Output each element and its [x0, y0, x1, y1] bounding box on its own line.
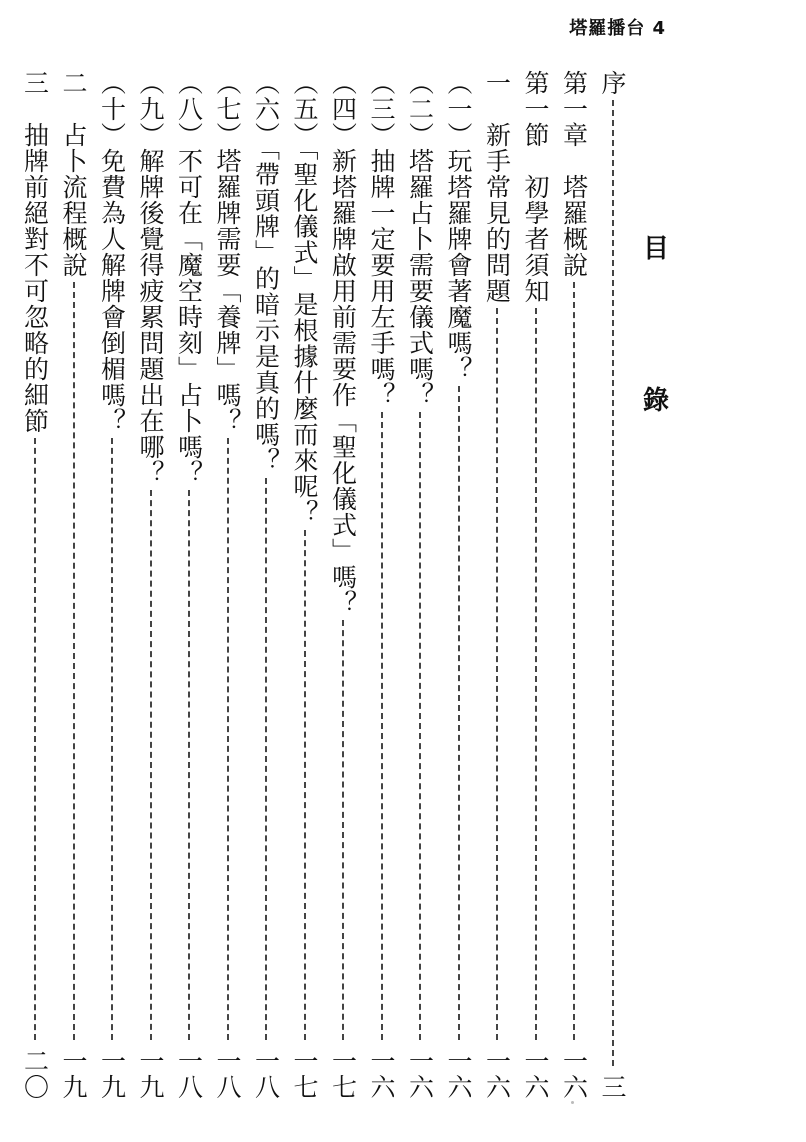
toc-entry-title: （六）「帶頭牌」的暗示是真的嗎？ — [251, 70, 281, 474]
toc-entry[interactable] — [56, 70, 91, 1100]
toc-entry[interactable] — [287, 70, 322, 1100]
toc-title-first-char: 目 — [642, 234, 669, 264]
toc-entry[interactable] — [210, 70, 245, 1100]
dotted-leader — [150, 490, 152, 1040]
toc-entry-page: 一八 — [213, 1048, 242, 1100]
toc-entry-page: 一七 — [290, 1048, 319, 1100]
toc-entry-title: （十）免費為人解牌會倒楣嗎？ — [97, 70, 127, 434]
toc-entry-title: （八）不可在「魔空時刻」占卜嗎？ — [174, 70, 204, 486]
toc-entry[interactable] — [441, 70, 476, 1100]
toc-entry[interactable] — [518, 70, 553, 1100]
toc-entry-title: 第一節 初學者須知 — [521, 70, 550, 304]
table-of-contents — [10, 70, 630, 1100]
toc-entry-page: 三 — [598, 1074, 627, 1100]
toc-entry-page: 一六 — [482, 1048, 512, 1100]
toc-entry[interactable] — [18, 70, 53, 1100]
toc-entry-title: （一）玩塔羅牌會著魔嗎？ — [444, 70, 473, 382]
dotted-leader — [381, 412, 383, 1040]
dotted-leader — [342, 620, 344, 1040]
toc-entry-page: 一八 — [174, 1048, 204, 1100]
toc-entry-title: （五）「聖化儀式」是根據什麼而來呢？ — [290, 70, 319, 526]
dotted-leader — [73, 282, 75, 1040]
dotted-leader — [535, 308, 537, 1040]
dotted-leader — [458, 386, 460, 1040]
toc-entry[interactable] — [95, 70, 130, 1100]
running-head: 塔羅播台 4 — [569, 18, 666, 39]
toc-entry-page: 一六 — [405, 1048, 435, 1100]
toc-entry-page: 一六 — [521, 1048, 550, 1100]
toc-entry[interactable] — [364, 70, 399, 1100]
toc-entry-page: 一九 — [97, 1048, 127, 1100]
dotted-leader — [188, 490, 190, 1040]
dotted-leader — [496, 308, 498, 1040]
toc-entry-page: 一七 — [328, 1048, 358, 1100]
toc-entry-title: （三）抽牌一定要用左手嗎？ — [367, 70, 396, 408]
toc-entry[interactable] — [172, 70, 207, 1100]
dotted-leader — [419, 412, 421, 1040]
toc-entry-page: 一六 — [367, 1048, 396, 1100]
toc-entry-title: （四）新塔羅牌啟用前需要作「聖化儀式」嗎？ — [328, 70, 358, 616]
toc-entry[interactable] — [403, 70, 438, 1100]
toc-entry-title: 第一章 塔羅概說 — [559, 70, 589, 278]
dotted-leader — [304, 530, 306, 1041]
toc-entry-title: 二 占卜流程概說 — [59, 70, 88, 278]
toc-entry-title: （九）解牌後覺得疲累問題出在哪？ — [136, 70, 165, 486]
print-speck — [571, 1101, 574, 1104]
toc-entry-title: 三 抽牌前絕對不可忽略的細節 — [20, 70, 50, 434]
toc-entry[interactable] — [557, 70, 592, 1100]
toc-entry-page: 一六 — [444, 1048, 473, 1100]
toc-entry-title: 序 — [598, 70, 627, 96]
toc-entry-title: （七）塔羅牌需要「養牌」嗎？ — [213, 70, 242, 434]
toc-entry-page: 一八 — [251, 1048, 281, 1100]
dotted-leader — [573, 282, 575, 1040]
toc-entry-title: （二）塔羅占卜需要儀式嗎？ — [405, 70, 435, 408]
toc-entry[interactable] — [480, 70, 515, 1100]
toc-entry[interactable] — [595, 70, 630, 1100]
dotted-leader — [227, 438, 229, 1040]
toc-entry-page: 二〇 — [20, 1048, 50, 1100]
dotted-leader — [265, 478, 267, 1041]
toc-entry-page: 一六 — [559, 1048, 589, 1100]
toc-entry-title: 一 新手常見的問題 — [482, 70, 512, 304]
toc-entry[interactable] — [249, 70, 284, 1100]
toc-entry-page: 一九 — [136, 1048, 165, 1100]
dotted-leader — [612, 100, 614, 1066]
dotted-leader — [34, 438, 36, 1040]
toc-title-second-char: 錄 — [642, 386, 669, 416]
dotted-leader — [111, 438, 113, 1040]
toc-entry[interactable] — [133, 70, 168, 1100]
toc-entry-page: 一九 — [59, 1048, 88, 1100]
toc-entry[interactable] — [326, 70, 361, 1100]
